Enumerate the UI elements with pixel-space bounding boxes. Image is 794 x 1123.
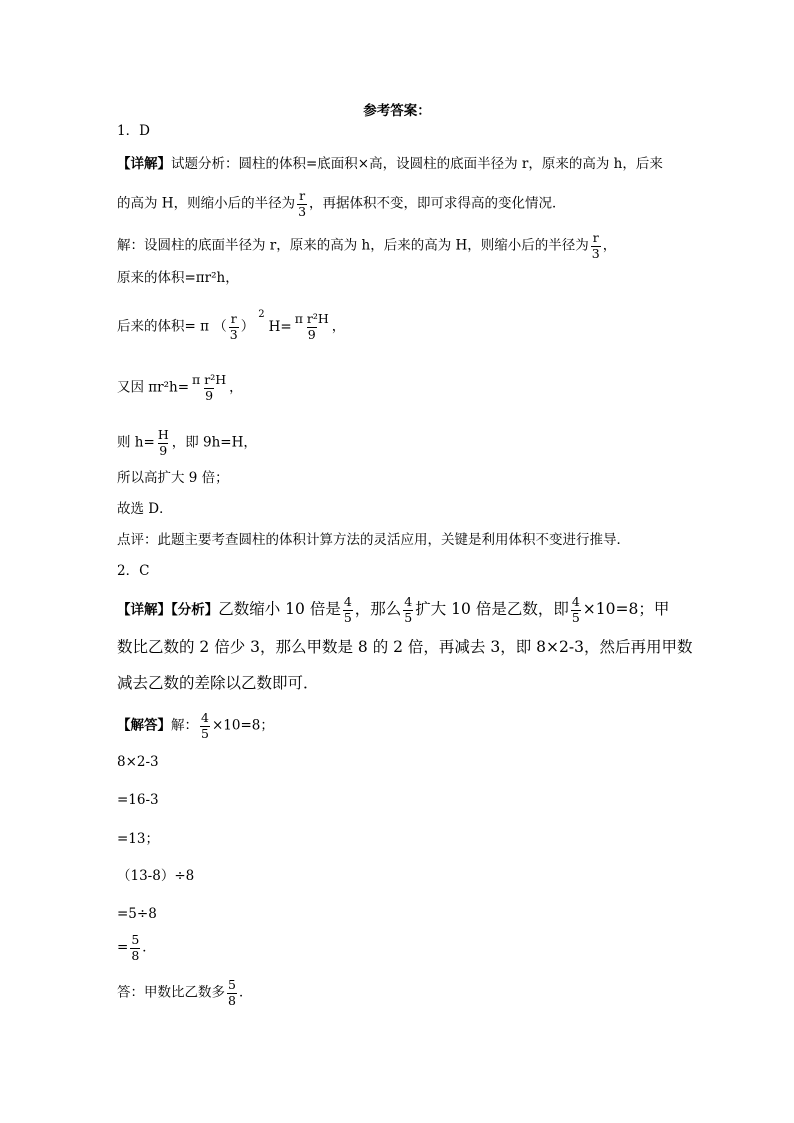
calc-step-3: =13； [117, 831, 159, 847]
fraction-numerator: π r²H [192, 372, 227, 387]
detail-tag: 【详解】 [117, 156, 171, 172]
answer-text-b: ×10=8； [211, 717, 274, 734]
fraction-denominator: 8 [131, 947, 140, 963]
fraction-r-over-3 [297, 190, 307, 218]
q1-later-volume [117, 309, 346, 342]
later-end: ， [331, 318, 346, 335]
then-text-a: 则 h= [117, 434, 155, 451]
fraction-numerator: 5 [131, 932, 140, 947]
q2-detail-line2: 数比乙数的 2 倍少 3，那么甲数是 8 的 2 倍，再减去 3，即 8×2-3，然后再用甲数 [117, 638, 693, 656]
fraction-numerator: 5 [228, 977, 236, 992]
detail-text-b1: 的高为 H，则缩小后的半径为 [117, 195, 296, 212]
fraction-denominator: 3 [298, 203, 307, 219]
fraction-5-over-8 [130, 934, 140, 962]
later-text-a: 后来的体积= π [117, 318, 209, 335]
fraction-numerator: r [592, 230, 599, 245]
also-end: ， [229, 379, 243, 396]
fraction-denominator: 9 [307, 326, 316, 342]
fraction-pi-r2-h-over-9 [191, 374, 227, 402]
fraction-5-over-8 [227, 979, 237, 1007]
q1-detail-line2 [117, 190, 566, 218]
answer-tag: 【解答】 [117, 717, 171, 734]
fraction-denominator: 8 [228, 992, 236, 1008]
calc-step-1: 8×2-3 [117, 754, 159, 770]
fraction-denominator: 5 [571, 609, 580, 625]
calc-step-5: =5÷8 [117, 906, 157, 922]
also-text-a: 又因 πr²h= [117, 379, 190, 396]
fraction-numerator: H [157, 427, 169, 442]
solution-text-a: 解：设圆柱的底面半径为 r，原来的高为 h，后来的高为 H，则缩小后的半径为 [117, 237, 589, 254]
q2-text-d: ×10=8；甲 [582, 600, 670, 618]
fraction-r-over-3 [591, 232, 601, 260]
then-text-b: ，即 9h=H， [171, 434, 257, 451]
q1-also-because [117, 374, 243, 402]
fraction-4-over-5 [343, 596, 353, 624]
q1-choose: 故选 D． [117, 501, 173, 517]
fraction-denominator: 5 [201, 725, 209, 741]
calc6-text-b: ． [142, 939, 156, 956]
solution-text-b: ， [602, 237, 617, 254]
final-answer-text-b: ． [238, 984, 253, 1001]
q1-number: 1．D [117, 123, 150, 139]
q1-solution-line1 [117, 232, 616, 260]
fraction-numerator: 4 [404, 594, 413, 609]
fraction-denominator: 9 [205, 387, 214, 403]
q1-then [117, 429, 257, 457]
final-answer-text-a: 答：甲数比乙数多 [117, 984, 225, 1001]
fraction-numerator: 4 [343, 594, 352, 609]
calc-step-2: =16-3 [117, 792, 159, 808]
q2-text-c: 扩大 10 倍是乙数，即 [415, 600, 569, 618]
fraction-numerator: 4 [201, 710, 209, 725]
detail-tags: 【详解】【分析】 [117, 602, 219, 618]
exponent: 2 [258, 309, 265, 320]
fraction-denominator: 3 [591, 245, 600, 261]
fraction-denominator: 9 [159, 442, 168, 458]
open-paren: （ [213, 318, 227, 335]
q1-original-volume: 原来的体积=πr²h， [117, 270, 239, 286]
q2-detail-line1 [117, 596, 669, 624]
fraction-numerator: r [299, 188, 306, 203]
q1-comment: 点评：此题主要考查圆柱的体积计算方法的灵活应用，关键是利用体积不变进行推导． [117, 532, 630, 548]
fraction-denominator: 5 [404, 609, 413, 625]
fraction-4-over-5 [200, 712, 210, 740]
answer-text-a: 解： [171, 717, 198, 734]
final-answer [117, 979, 252, 1007]
q2-text-b: ，那么 [354, 600, 402, 618]
q1-detail-line1 [117, 154, 663, 174]
fraction-r-over-3 [229, 313, 239, 341]
q2-answer-line [117, 712, 274, 740]
fraction-numerator: π r²H [294, 311, 329, 326]
fraction-pi-r2-h-over-9 [294, 313, 330, 341]
fraction-denominator: 3 [229, 326, 238, 342]
fraction-h-over-9 [157, 429, 170, 457]
fraction-numerator: 4 [571, 594, 580, 609]
calc6-text-a: = [117, 939, 129, 956]
detail-text-a: 试题分析：圆柱的体积=底面积×高，设圆柱的底面半径为 r，原来的高为 h，后来 [171, 156, 663, 172]
q2-text-a: 乙数缩小 10 倍是 [218, 600, 341, 618]
fraction-4-over-5 [571, 596, 581, 624]
calc-step-6 [117, 934, 156, 962]
calc-step-4: （13-8）÷8 [117, 868, 195, 884]
fraction-4-over-5 [403, 596, 413, 624]
page-title: 参考答案： [363, 103, 431, 119]
q1-so: 所以高扩大 9 倍； [117, 470, 229, 486]
fraction-denominator: 5 [343, 609, 352, 625]
close-paren: ） [240, 318, 255, 335]
detail-text-b2: ，再据体积不变，即可求得高的变化情况． [309, 195, 566, 212]
fraction-numerator: r [230, 311, 237, 326]
q2-number: 2．C [117, 563, 150, 579]
later-text-b: H= [268, 318, 292, 335]
q2-detail-line3: 减去乙数的差除以乙数即可． [117, 674, 319, 692]
